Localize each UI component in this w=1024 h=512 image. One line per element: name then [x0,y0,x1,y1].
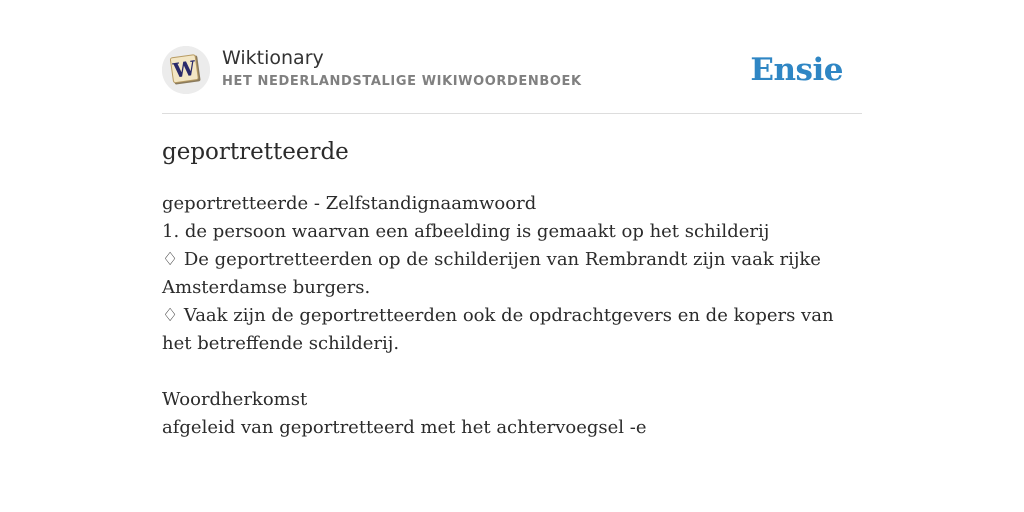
wiktionary-logo-icon[interactable] [162,46,210,94]
site-tagline: HET NEDERLANDSTALIGE WIKIWOORDENBOEK [222,74,582,89]
example-1: ♢ De geportretteerden op de schilderijen van Rembrandt zijn vaak rijke Amsterdamse burgers. [162,249,821,298]
word-type-line: geportretteerde - Zelfstandignaamwoord [162,193,537,214]
example-2: ♢ Vaak zijn de geportretteerden ook de opdrachtgevers en de kopers van het betreffende schilderij. [162,305,834,354]
article-content [162,190,852,442]
logo-letter: W [171,55,198,83]
site-name[interactable]: Wiktionary [222,47,324,69]
etymology-text: afgeleid van geportretteerd met het achtervoegsel -e [162,417,647,438]
etymology-heading: Woordherkomst [162,389,308,410]
ensie-logo[interactable]: Ensie [750,52,843,88]
definition: 1. de persoon waarvan een afbeelding is gemaakt op het schilderij [162,221,770,242]
header-divider [162,113,862,114]
page-title: geportretteerde [162,139,349,165]
spacer [162,358,852,386]
brand [222,46,582,92]
header [162,44,862,114]
